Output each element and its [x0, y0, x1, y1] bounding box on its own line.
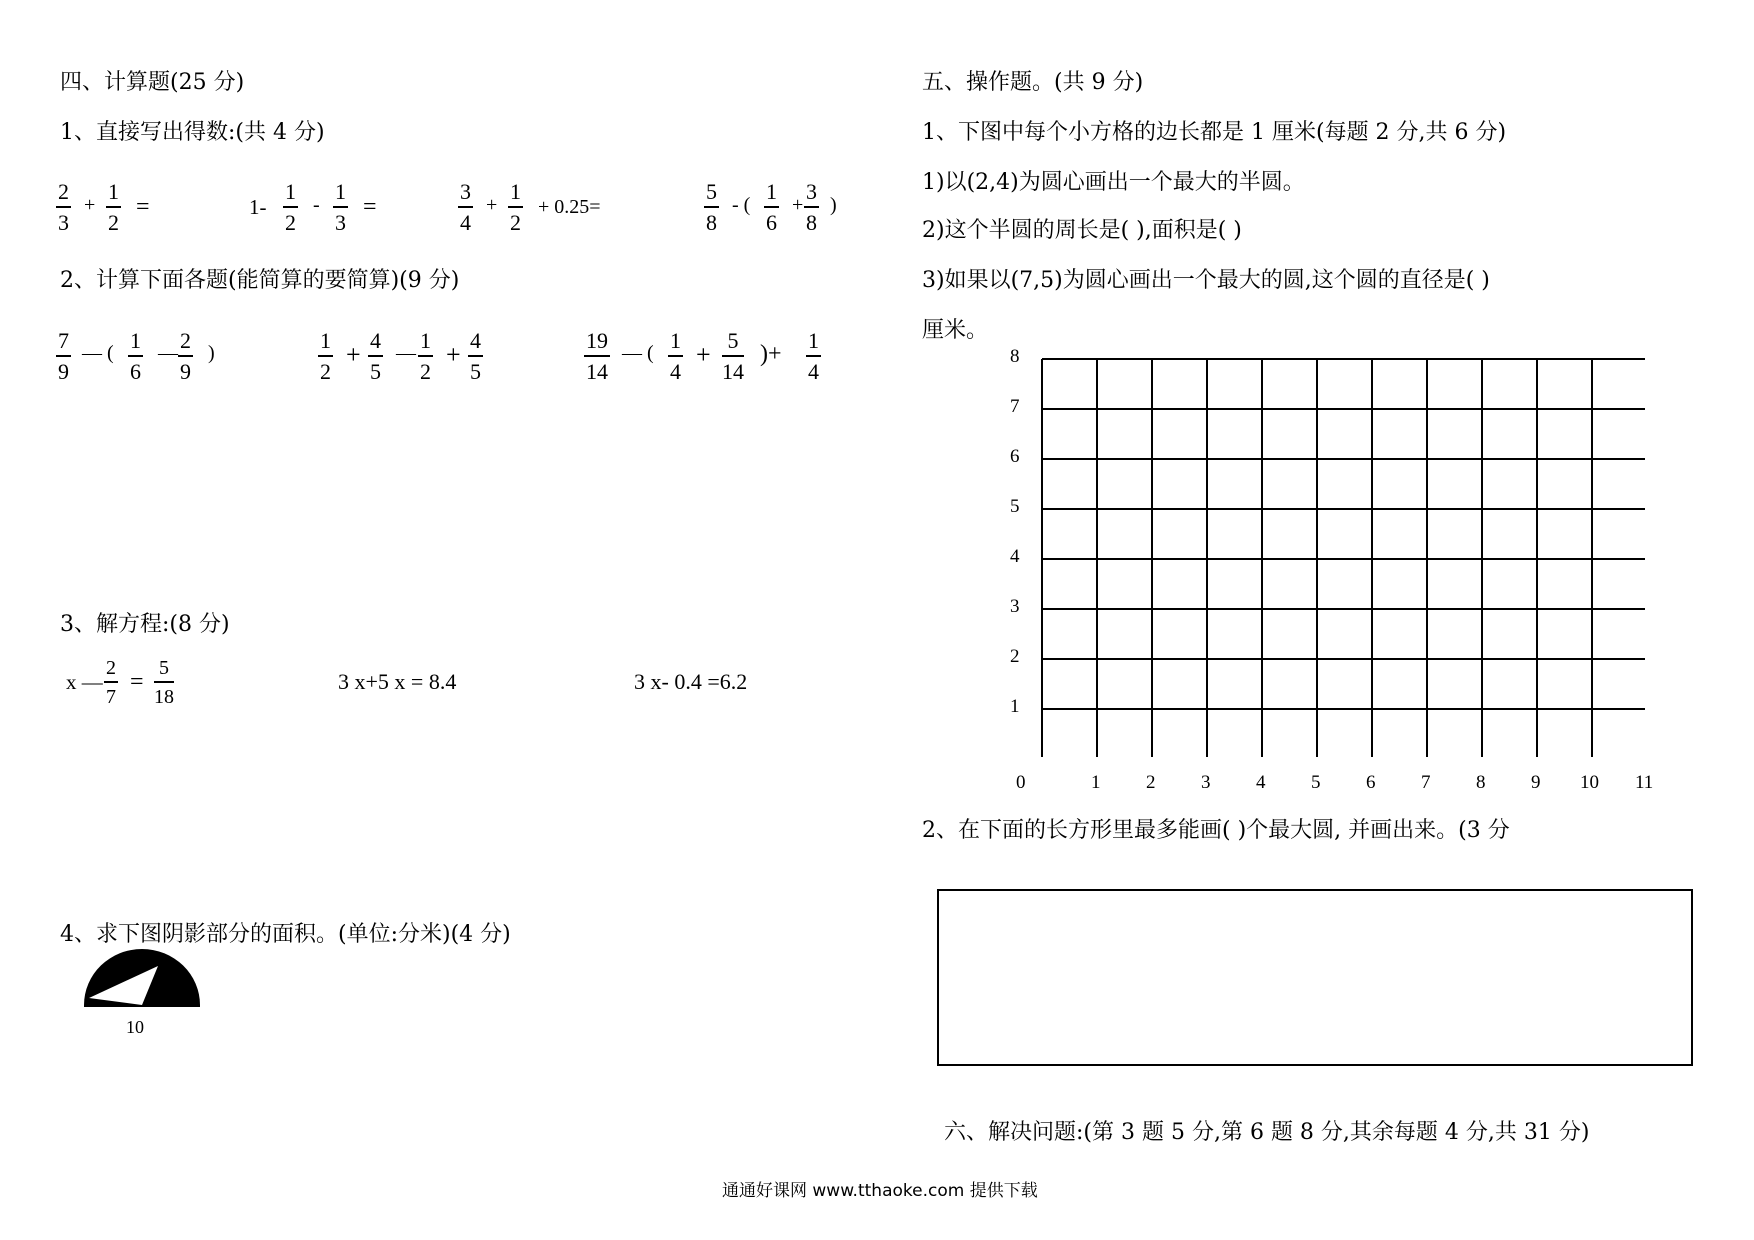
- fraction: 5 14: [722, 328, 744, 384]
- x-tick-label: 5: [1311, 772, 1321, 793]
- q5-2-title: 2、在下面的长方形里最多能画( )个最大圆, 并画出来。(3 分: [922, 818, 1510, 843]
- shaded-semicircle-figure: [82, 948, 204, 1008]
- fraction: 2 7: [106, 657, 116, 708]
- section4-title: 四、计算题(25 分): [60, 70, 245, 95]
- x-tick-label: 4: [1256, 772, 1266, 793]
- fraction: 1 2: [285, 179, 296, 235]
- q1-title: 1、直接写出得数:(共 4 分): [60, 120, 325, 145]
- fraction: 4 5: [370, 328, 381, 384]
- fraction: 1 2: [510, 179, 521, 235]
- operator: - (: [732, 194, 751, 216]
- fraction: 3 8: [806, 179, 817, 235]
- equals: =: [136, 194, 150, 220]
- drawing-rectangle: [937, 889, 1693, 1066]
- operator: +: [84, 194, 96, 216]
- section5-title: 五、操作题。(共 9 分): [922, 70, 1144, 95]
- close-paren: )+: [760, 341, 782, 367]
- figure-label: 10: [126, 1017, 144, 1037]
- section6-title: 六、解决问题:(第 3 题 5 分,第 6 题 8 分,其余每题 4 分,共 31 分): [944, 1120, 1590, 1145]
- q3-title: 3、解方程:(8 分): [60, 612, 230, 637]
- fraction: 1 4: [670, 328, 681, 384]
- x-tick-label: 2: [1146, 772, 1156, 793]
- x-tick-label: 3: [1201, 772, 1211, 793]
- operator: +: [346, 340, 361, 369]
- y-tick-label: 2: [1010, 646, 1020, 667]
- footer-credit: 通通好课网 www.tthaoke.com 提供下载: [722, 1181, 1038, 1201]
- close-paren: ): [830, 194, 837, 216]
- tail: + 0.25=: [538, 196, 601, 218]
- fraction: 1 2: [320, 328, 331, 384]
- x-tick-label: 0: [1016, 772, 1026, 793]
- operator: -: [313, 194, 320, 216]
- fraction: 4 5: [470, 328, 481, 384]
- operator: +: [486, 194, 498, 216]
- operator: —: [158, 342, 178, 364]
- operator: +: [446, 340, 461, 369]
- fraction: 3 4: [460, 179, 471, 235]
- coordinate-grid: [1040, 357, 1645, 757]
- equals: =: [363, 194, 377, 220]
- operator: — (: [622, 342, 654, 364]
- x-tick-label: 9: [1531, 772, 1541, 793]
- fraction: 5 18: [154, 657, 174, 708]
- fraction: 19 14: [586, 328, 608, 384]
- operator: —: [396, 342, 416, 364]
- y-tick-label: 7: [1010, 396, 1020, 417]
- y-tick-label: 4: [1010, 546, 1020, 567]
- fraction: 7 9: [58, 328, 69, 384]
- q5-1-title: 1、下图中每个小方格的边长都是 1 厘米(每题 2 分,共 6 分): [922, 120, 1507, 145]
- q2-title: 2、计算下面各题(能简算的要简算)(9 分): [60, 268, 460, 293]
- x-tick-label: 6: [1366, 772, 1376, 793]
- q5-1-step-3: 3)如果以(7,5)为圆心画出一个最大的圆,这个圆的直径是( ): [922, 268, 1490, 293]
- y-tick-label: 3: [1010, 596, 1020, 617]
- q5-1-step-2: 2)这个半圆的周长是( ),面积是( ): [922, 218, 1242, 243]
- q5-1-step-3-cont: 厘米。: [922, 318, 989, 343]
- x-tick-label: 10: [1580, 772, 1599, 793]
- y-tick-label: 8: [1010, 346, 1020, 367]
- x-tick-label: 8: [1476, 772, 1486, 793]
- lead: 1-: [249, 195, 267, 219]
- fraction: 1 2: [420, 328, 431, 384]
- y-tick-label: 5: [1010, 496, 1020, 517]
- x-tick-label: 11: [1635, 772, 1654, 793]
- fraction: 1 6: [130, 328, 141, 384]
- close-paren: ): [208, 342, 215, 364]
- fraction: 1 3: [335, 179, 346, 235]
- q3-eq-2: 3 x+5 x = 8.4: [338, 669, 457, 694]
- fraction: 2 9: [180, 328, 191, 384]
- q3-eq-3: 3 x- 0.4 =6.2: [634, 669, 748, 694]
- lead: x —: [66, 670, 103, 694]
- equals: =: [130, 669, 144, 695]
- operator: +: [696, 340, 711, 369]
- fraction: 2 3: [58, 179, 69, 235]
- fraction: 5 8: [706, 179, 717, 235]
- y-tick-label: 1: [1010, 696, 1020, 717]
- operator: — (: [82, 342, 114, 364]
- q5-1-step-1: 1)以(2,4)为圆心画出一个最大的半圆。: [922, 170, 1305, 195]
- fraction: 1 6: [766, 179, 777, 235]
- fraction: 1 2: [108, 179, 119, 235]
- operator: +: [792, 194, 804, 216]
- fraction: 1 4: [808, 328, 819, 384]
- y-tick-label: 6: [1010, 446, 1020, 467]
- x-tick-label: 7: [1421, 772, 1431, 793]
- q4-title: 4、求下图阴影部分的面积。(单位:分米)(4 分): [60, 922, 511, 947]
- x-tick-label: 1: [1091, 772, 1101, 793]
